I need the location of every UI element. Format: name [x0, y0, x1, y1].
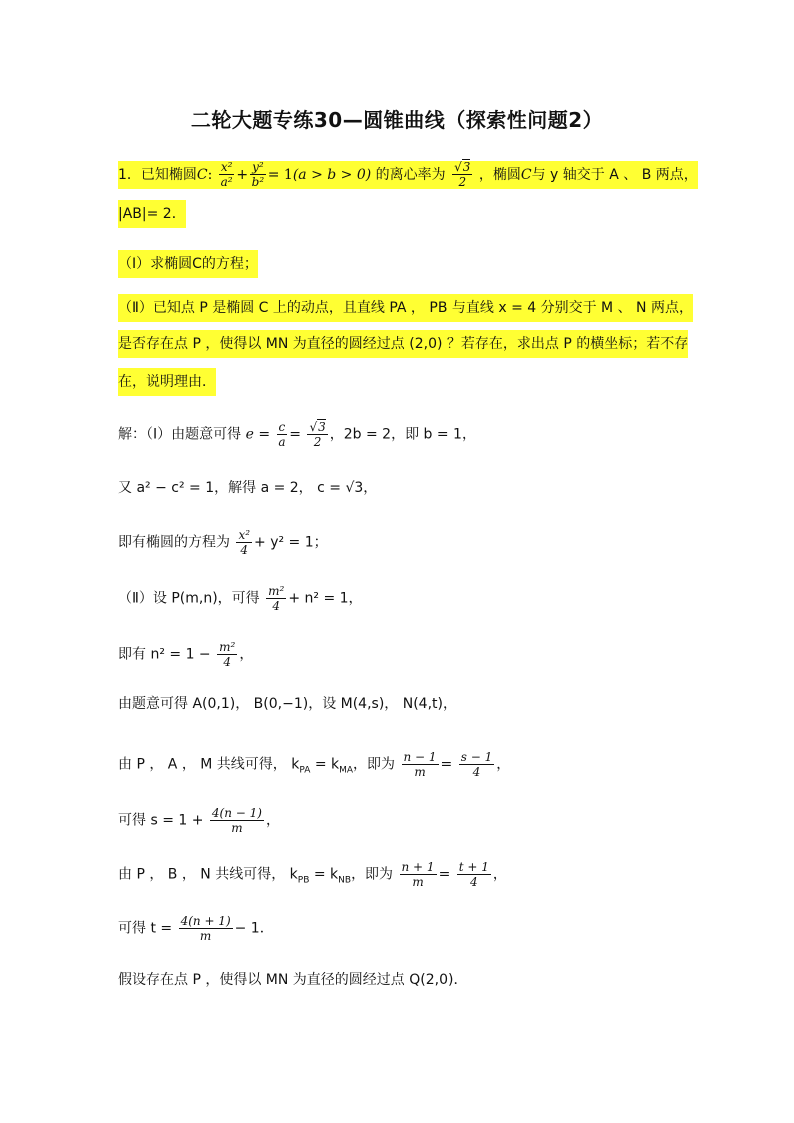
- fraction-m2-4-b: $\frac{\text{m²}}{4}$: [219, 640, 236, 669]
- solution-line-3: 即有椭圆的方程为 $\frac{\text{x²}}{4}$ + y² = 1；: [118, 528, 328, 557]
- fraction-x2-4: $\frac{\text{x²}}{4}$: [238, 528, 251, 557]
- fraction-t+1-4: $\frac{t + 1}{4}$: [458, 860, 489, 889]
- fraction-sqrt3-2-b: $\frac{√3}{2}$: [309, 420, 326, 449]
- fraction-4n-1-m: $\frac{4(n - 1)}{m}$: [211, 806, 262, 835]
- fraction-x2-a2: $\frac{\text{x²}}{\text{a²}}$: [220, 160, 233, 189]
- solution-line-7: 由 P ， A ， M 共线可得， $k_{PA} = k_{MA}$，即为 $\frac{n - 1}{m}$ = $\frac{s - 1}{4}$ ，: [118, 750, 511, 779]
- problem-part-1: （Ⅰ）求椭圆C的方程；: [118, 254, 258, 274]
- solution-line-2: 又 a² − c² = 1，解得 a = 2， c = √3，: [118, 480, 378, 496]
- solution-line-1: 解：（Ⅰ）由题意可得 e = $\frac{c}{a}$ = $\frac{√3}{2}$ ，2b = 2，即 b = 1，: [118, 420, 476, 449]
- fraction-s-1-4: $\frac{s - 1}{4}$: [460, 750, 493, 779]
- fraction-sqrt3-2: $\frac{√3}{2}$: [454, 160, 471, 189]
- problem-part-2-line-2: 是否存在点 P ，使得以 MN 为直径的圆经过点 (2,0) ？若存在，求出点 P 的横坐标；若不存: [118, 334, 688, 354]
- problem-line-2: |AB|= 2．: [118, 204, 186, 224]
- solution-line-6: 由题意可得 A(0,1)， B(0,−1)，设 M(4,s)， N(4,t)，: [118, 696, 457, 712]
- solution-line-4: （Ⅱ）设 P(m,n)，可得 $\frac{\text{m²}}{4}$ + n² = 1，: [118, 584, 363, 613]
- solution-line-10: 可得 t = $\frac{4(n + 1)}{m}$ − 1．: [118, 914, 274, 943]
- solution-line-9: 由 P ， B ， N 共线可得， $k_{PB} = k_{NB}$，即为 $\frac{n + 1}{m}$ = $\frac{t + 1}{4}$ ，: [118, 860, 507, 889]
- problem-line-1: [118, 160, 698, 189]
- fraction-4n+1-m: $\frac{4(n + 1)}{m}$: [180, 914, 231, 943]
- fraction-c-a: $\frac{c}{a}$: [278, 420, 286, 449]
- problem-part-2-line-1: （Ⅱ）已知点 P 是椭圆 C 上的动点，且直线 PA ， PB 与直线 x = 4 分别交于 M 、 N 两点，: [118, 298, 693, 318]
- fraction-n+1-m: $\frac{n + 1}{m}$: [401, 860, 435, 889]
- document-title: 二轮大题专练30—圆锥曲线（探索性问题2）: [190, 108, 604, 132]
- problem-part-2-line-3: 在，说明理由．: [118, 372, 216, 392]
- solution-line-8: 可得 s = 1 + $\frac{4(n - 1)}{m}$ ，: [118, 806, 280, 835]
- problem-highlight-1: 1．已知椭圆C: $\frac{\text{x²}}{\text{a²}}$ + $\frac{\text{y²}}{\text{b²}}$ = 1(a > b > 0) 的离心率为 $\frac{√3}{2}$ ，椭圆C与 y 轴交于 A 、 B 两点，: [118, 160, 698, 189]
- fraction-n-1-m: $\frac{n - 1}{m}$: [403, 750, 437, 779]
- solution-line-11: 假设存在点 P ，使得以 MN 为直径的圆经过点 Q(2,0)．: [118, 972, 468, 988]
- fraction-m2-4: $\frac{\text{m²}}{4}$: [268, 584, 285, 613]
- fraction-y2-b2: $\frac{\text{y²}}{\text{b²}}$: [251, 160, 265, 189]
- solution-line-5: 即有 n² = 1 − $\frac{\text{m²}}{4}$ ，: [118, 640, 254, 669]
